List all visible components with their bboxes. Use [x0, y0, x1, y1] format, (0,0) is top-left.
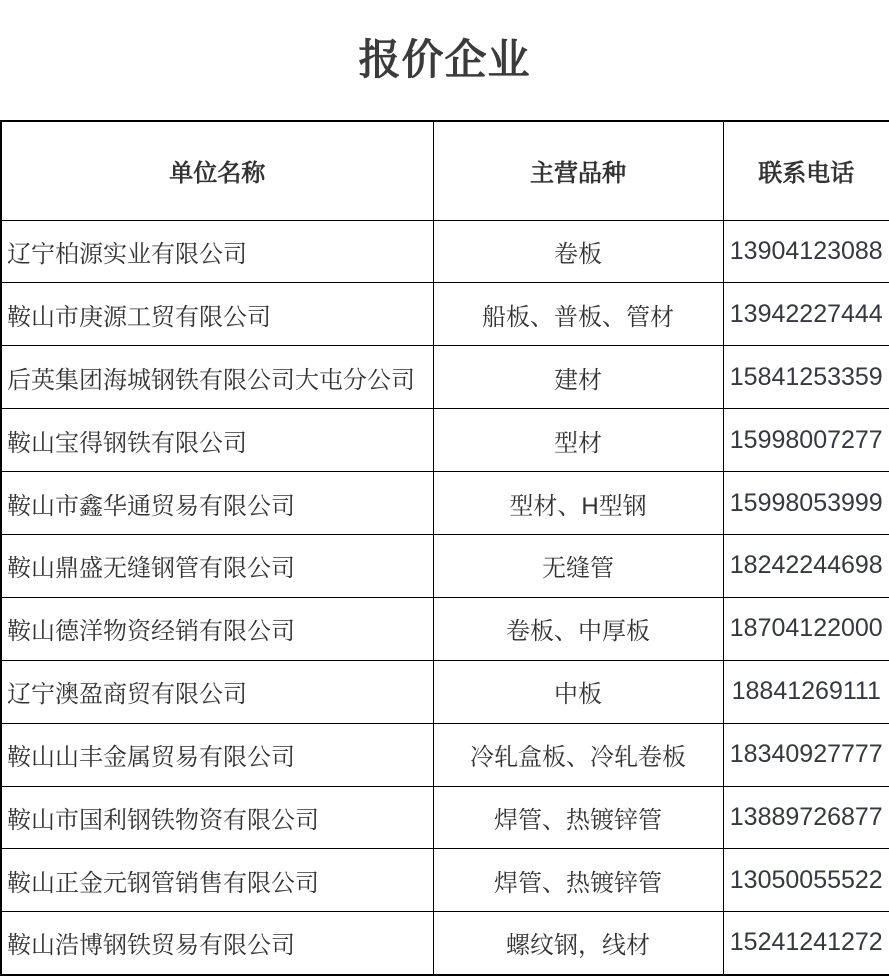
main-products-cell: 焊管、热镀锌管 [433, 849, 723, 912]
table-row [1, 597, 889, 660]
page-title: 报价企业 [358, 36, 531, 83]
table-row [1, 220, 889, 283]
header-contact-phone: 联系电话 [723, 121, 889, 220]
main-products-cell: 建材 [433, 346, 723, 409]
table-body [1, 220, 889, 975]
contact-phone-cell: 13904123088 [723, 220, 889, 283]
table-row [1, 534, 889, 597]
quote-companies-table [0, 120, 889, 976]
contact-phone-cell: 13942227444 [723, 283, 889, 346]
table-row [1, 346, 889, 409]
contact-phone-cell: 15998053999 [723, 472, 889, 535]
table-row [1, 723, 889, 786]
company-name-cell: 辽宁澳盈商贸有限公司 [1, 660, 433, 723]
header-company-name: 单位名称 [1, 121, 433, 220]
main-products-cell: 船板、普板、管材 [433, 283, 723, 346]
main-products-cell: 型材、H型钢 [433, 472, 723, 535]
company-name-cell: 鞍山山丰金属贸易有限公司 [1, 723, 433, 786]
main-products-cell: 卷板、中厚板 [433, 597, 723, 660]
main-products-cell: 卷板 [433, 220, 723, 283]
contact-phone-cell: 18841269111 [723, 660, 889, 723]
title-area [0, 0, 889, 120]
table-row [1, 912, 889, 975]
main-products-cell: 无缝管 [433, 534, 723, 597]
company-name-cell: 鞍山浩博钢铁贸易有限公司 [1, 912, 433, 975]
main-products-cell: 冷轧盒板、冷轧卷板 [433, 723, 723, 786]
company-name-cell: 辽宁柏源实业有限公司 [1, 220, 433, 283]
table-row [1, 660, 889, 723]
contact-phone-cell: 13050055522 [723, 849, 889, 912]
company-name-cell: 鞍山宝得钢铁有限公司 [1, 409, 433, 472]
main-products-cell: 中板 [433, 660, 723, 723]
main-products-cell: 焊管、热镀锌管 [433, 786, 723, 849]
contact-phone-cell: 15998007277 [723, 409, 889, 472]
main-products-cell: 型材 [433, 409, 723, 472]
company-name-cell: 鞍山市鑫华通贸易有限公司 [1, 472, 433, 535]
table-row [1, 283, 889, 346]
table-row [1, 849, 889, 912]
table-row [1, 786, 889, 849]
company-name-cell: 后英集团海城钢铁有限公司大屯分公司 [1, 346, 433, 409]
contact-phone-cell: 18340927777 [723, 723, 889, 786]
header-row [1, 121, 889, 220]
company-name-cell: 鞍山鼎盛无缝钢管有限公司 [1, 534, 433, 597]
contact-phone-cell: 13889726877 [723, 786, 889, 849]
contact-phone-cell: 18704122000 [723, 597, 889, 660]
table-row [1, 409, 889, 472]
contact-phone-cell: 15841253359 [723, 346, 889, 409]
company-name-cell: 鞍山正金元钢管销售有限公司 [1, 849, 433, 912]
company-name-cell: 鞍山市庚源工贸有限公司 [1, 283, 433, 346]
main-products-cell: 螺纹钢，线材 [433, 912, 723, 975]
company-name-cell: 鞍山德洋物资经销有限公司 [1, 597, 433, 660]
company-name-cell: 鞍山市国利钢铁物资有限公司 [1, 786, 433, 849]
header-main-products: 主营品种 [433, 121, 723, 220]
table-row [1, 472, 889, 535]
contact-phone-cell: 18242244698 [723, 534, 889, 597]
table-header [1, 121, 889, 220]
contact-phone-cell: 15241241272 [723, 912, 889, 975]
